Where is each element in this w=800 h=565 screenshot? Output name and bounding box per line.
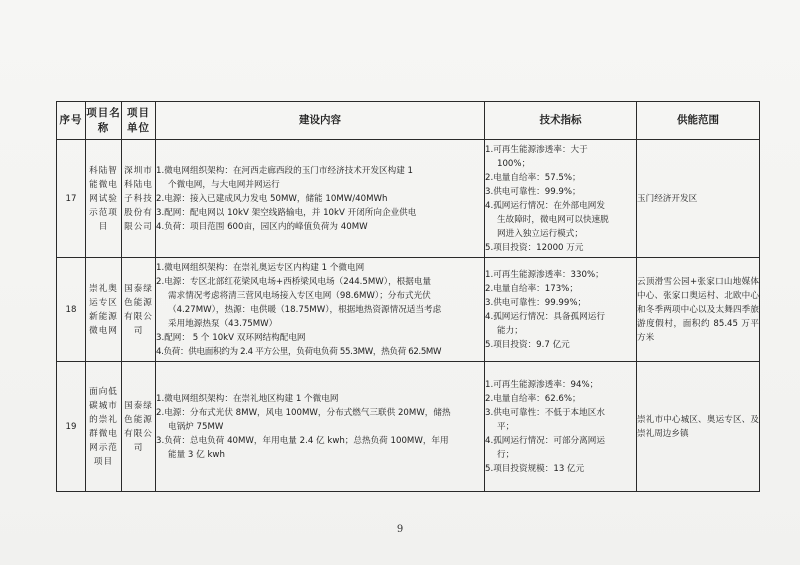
tech-line: 3.供电可靠性：不低于本地区水 bbox=[485, 407, 605, 418]
content-line: （4.27MW），热源：电供暖（18.75MW），根据地热资源情况适当考虑 bbox=[168, 304, 442, 315]
content-line: 采用地源热泵（43.75MW） bbox=[168, 318, 278, 329]
construction-content bbox=[156, 140, 485, 258]
tech-line: 100%； bbox=[497, 158, 531, 169]
content-line: 3.配网：配电网以 10kV 架空线路输电，并 10kV 开闭所向企业供电 bbox=[156, 207, 417, 218]
header-tech: 技术指标 bbox=[485, 102, 637, 140]
tech-line: 2.电量自给率：62.6%； bbox=[485, 393, 581, 404]
content-line: 能量 3 亿 kwh bbox=[168, 449, 225, 460]
supply-scope: 崇礼市中心城区、奥运专区、及崇礼周边乡镇 bbox=[637, 362, 760, 492]
technical-indicators bbox=[485, 140, 637, 258]
project-table bbox=[56, 101, 760, 492]
project-name: 科陆智能微电网试验示范项目 bbox=[86, 140, 122, 258]
supply-scope: 玉门经济开发区 bbox=[637, 140, 760, 258]
tech-line: 平； bbox=[497, 421, 515, 432]
table-row bbox=[57, 258, 760, 362]
row-number: 18 bbox=[57, 258, 86, 362]
content-line: 3.负荷：总电负荷 40MW，年用电量 2.4 亿 kwh；总热负荷 100MW，年用 bbox=[156, 435, 449, 446]
content-line: 3.配网： 5 个 10kV 双环网结构配电网 bbox=[156, 332, 306, 343]
content-line: 1.微电网组织架构：在崇礼奥运专区内构建 1 个微电网 bbox=[156, 262, 365, 273]
content-line: 2.电源：专区北部红花梁风电场+西桥梁风电场（244.5MW），根据电量 bbox=[156, 276, 432, 287]
header-no: 序号 bbox=[57, 102, 86, 140]
content-line: 2.电源：分布式光伏 8MW，风电 100MW，分布式燃气三联供 20MW，储热 bbox=[156, 407, 451, 418]
tech-line: 5.项目投资：9.7 亿元 bbox=[485, 339, 570, 350]
tech-line: 5.项目投资：12000 万元 bbox=[485, 242, 584, 253]
content-line: 电锅炉 75MW bbox=[168, 421, 224, 432]
content-line: 2.电源：接入已建成风力发电 50MW，储能 10MW/40MWh bbox=[156, 193, 388, 204]
tech-line: 4.孤网运行情况：在外部电网发 bbox=[485, 200, 605, 211]
header-name: 项目名称 bbox=[86, 102, 122, 140]
content-line: 1.微电网组织架构：在崇礼地区构建 1 个微电网 bbox=[156, 393, 339, 404]
tech-line: 2.电量自给率：173%； bbox=[485, 283, 578, 294]
header-scope: 供能范围 bbox=[637, 102, 760, 140]
tech-line: 2.电量自给率：57.5%； bbox=[485, 172, 581, 183]
table-row bbox=[57, 140, 760, 258]
header-unit: 项目单位 bbox=[122, 102, 156, 140]
content-line: 4.负荷：项目范围 600亩，园区内的峰值负荷为 40MW bbox=[156, 221, 368, 232]
row-number: 17 bbox=[57, 140, 86, 258]
project-unit: 国泰绿色能源有限公司 bbox=[122, 258, 156, 362]
content-line: 个微电网，与大电网并网运行 bbox=[168, 179, 280, 190]
header-content: 建设内容 bbox=[156, 102, 485, 140]
tech-line: 1.可再生能源渗透率：大于 bbox=[485, 144, 588, 155]
project-name: 面向低碳城市的崇礼群微电网示范项目 bbox=[86, 362, 122, 492]
table-header-row bbox=[57, 102, 760, 140]
content-line: 1.微电网组织架构：在河西走廊西段的玉门市经济技术开发区构建 1 bbox=[156, 165, 414, 176]
construction-content bbox=[156, 362, 485, 492]
tech-line: 3.供电可靠性：99.99%； bbox=[485, 297, 587, 308]
project-name: 崇礼奥运专区新能源微电网 bbox=[86, 258, 122, 362]
tech-line: 1.可再生能源渗透率：330%； bbox=[485, 269, 604, 280]
tech-line: 能力； bbox=[497, 325, 523, 336]
tech-line: 4.孤网运行情况：可部分离网运 bbox=[485, 435, 605, 446]
technical-indicators bbox=[485, 362, 637, 492]
tech-line: 行； bbox=[497, 449, 515, 460]
project-unit: 国泰绿色能源有限公司 bbox=[122, 362, 156, 492]
table-row bbox=[57, 362, 760, 492]
page-number: 9 bbox=[396, 524, 404, 535]
content-line: 需求情况考虑将清三营风电场接入专区电网（98.6MW）；分布式光伏 bbox=[168, 290, 431, 301]
technical-indicators bbox=[485, 258, 637, 362]
tech-line: 3.供电可靠性：99.9%； bbox=[485, 186, 581, 197]
tech-line: 生故障时，微电网可以快速脱 bbox=[497, 214, 609, 225]
construction-content bbox=[156, 258, 485, 362]
tech-line: 1.可再生能源渗透率：94%； bbox=[485, 379, 599, 390]
row-number: 19 bbox=[57, 362, 86, 492]
content-line: 4.负荷：供电面积约为 2.4 平方公里，负荷电负荷 55.3MW，热负荷 62.5MW bbox=[156, 346, 442, 357]
supply-scope: 云顶滑雪公园+张家口山地媒体中心、张家口奥运村、北欧中心和冬季两项中心以及太舞四季旅游度假村，面积约 85.45 万平方米 bbox=[637, 258, 760, 362]
tech-line: 5.项目投资规模：13 亿元 bbox=[485, 463, 585, 474]
project-unit: 深圳市科陆电子科技股份有限公司 bbox=[122, 140, 156, 258]
tech-line: 网进入独立运行模式； bbox=[497, 228, 583, 239]
tech-line: 4.孤网运行情况：具备孤网运行 bbox=[485, 311, 605, 322]
